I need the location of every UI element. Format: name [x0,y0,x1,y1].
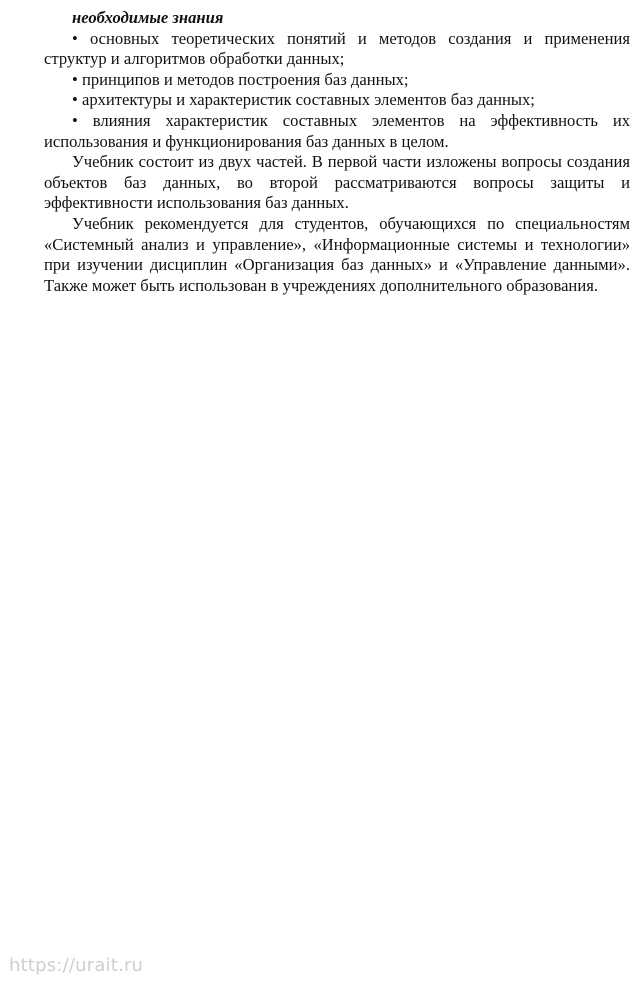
bullet-icon: • [72,110,78,130]
bullet-text: влияния характеристик составных элементов на эффективность их использования и функционирования баз данных в целом. [44,110,630,151]
bullet-icon: • [72,28,78,48]
watermark-link[interactable]: https://urait.ru [9,955,144,976]
bullet-text: архитектуры и характеристик составных элементов баз данных; [81,90,535,110]
bullet-item [44,70,630,91]
bullet-item [44,29,630,70]
document-body [44,8,630,296]
bullet-text: принципов и методов построения баз данных; [81,69,409,89]
bullet-text: основных теоретических понятий и методов создания и применения структур и алгоритмов обработки данных; [44,28,630,69]
section-heading: необходимые знания [72,8,224,27]
bullet-icon: • [72,90,78,110]
bullet-item [44,111,630,152]
bullet-item [44,90,630,111]
paragraph-structure: Учебник состоит из двух частей. В первой части изложены вопросы создания объектов баз данных, во второй рассматриваются вопросы защиты и эффективности использования баз данных. [44,152,630,213]
bullet-icon: • [72,69,78,89]
paragraph-audience: Учебник рекомендуется для студентов, обучающихся по специальностям «Системный анализ и управление», «Информационные системы и технологии» при изучении дисциплин «Организация баз данных» и «Управление данными». Также может быть использован в учреждениях дополнительного образования. [44,213,630,295]
